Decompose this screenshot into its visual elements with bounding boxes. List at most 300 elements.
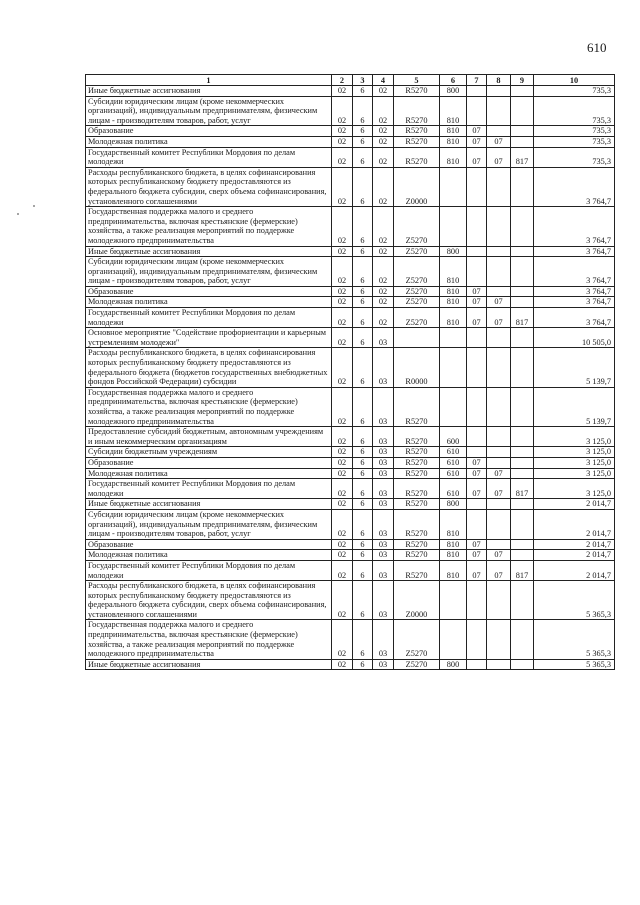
program-code-cell: 6 (353, 427, 373, 447)
item-name-cell: Государственная поддержка малого и среднего предпринимательства, включая крестьянские (фермерские) хозяйства, а также реализация мероприятий по поддержке молодежного предпринимательства (86, 387, 332, 426)
section-code-cell: 02 (332, 136, 353, 147)
section-code-cell: 02 (332, 286, 353, 297)
table-row (86, 659, 615, 670)
subprogram-code-cell: 02 (373, 286, 394, 297)
table-row (86, 207, 615, 246)
target-article-cell: R5270 (394, 387, 440, 426)
item-name-cell: Субсидии юридическим лицам (кроме некоммерческих организаций), индивидуальным предпринимателям, физическим лицам - производителям товаров, работ, услуг (86, 509, 332, 539)
section-code-cell: 02 (332, 387, 353, 426)
subdivision-cell: 07 (487, 560, 511, 580)
item-name-cell: Молодежная политика (86, 468, 332, 479)
amount-cell: 2 014,7 (534, 509, 615, 539)
expense-type-cell: 800 (440, 86, 467, 97)
table-body (86, 86, 615, 670)
subdivision-cell (487, 246, 511, 257)
table-row (86, 447, 615, 458)
expense-type-cell: 810 (440, 308, 467, 328)
item-name-cell: Иные бюджетные ассигнования (86, 659, 332, 670)
subprogram-code-cell: 03 (373, 560, 394, 580)
section-code-cell: 02 (332, 468, 353, 479)
table-row (86, 246, 615, 257)
program-code-cell: 6 (353, 126, 373, 137)
ministry-code-cell (511, 539, 534, 550)
target-article-cell: R5270 (394, 539, 440, 550)
ministry-code-cell (511, 427, 534, 447)
subdivision-cell: 07 (487, 479, 511, 499)
target-article-cell: R0000 (394, 348, 440, 387)
amount-cell: 10 505,0 (534, 328, 615, 348)
table-row (86, 509, 615, 539)
expense-type-cell (440, 328, 467, 348)
amount-cell: 3 125,0 (534, 457, 615, 468)
table-row (86, 126, 615, 137)
target-article-cell: R5270 (394, 499, 440, 510)
subdivision-cell (487, 96, 511, 126)
amount-cell: 735,3 (534, 86, 615, 97)
program-code-cell: 6 (353, 86, 373, 97)
expense-type-cell: 600 (440, 427, 467, 447)
table-row (86, 468, 615, 479)
subdivision-cell: 07 (487, 297, 511, 308)
subdivision-cell (487, 86, 511, 97)
ministry-code-cell: 817 (511, 560, 534, 580)
division-cell (467, 328, 487, 348)
ministry-code-cell (511, 297, 534, 308)
subprogram-code-cell: 02 (373, 257, 394, 287)
ministry-code-cell (511, 581, 534, 620)
amount-cell: 3 764,7 (534, 286, 615, 297)
expense-type-cell (440, 581, 467, 620)
table-row (86, 297, 615, 308)
item-name-cell: Образование (86, 539, 332, 550)
program-code-cell: 6 (353, 620, 373, 659)
table-row (86, 257, 615, 287)
target-article-cell: Z5270 (394, 286, 440, 297)
program-code-cell: 6 (353, 447, 373, 458)
expense-type-cell: 610 (440, 447, 467, 458)
target-article-cell: Z5270 (394, 620, 440, 659)
division-cell (467, 620, 487, 659)
section-code-cell: 02 (332, 257, 353, 287)
table-row (86, 136, 615, 147)
division-cell (467, 447, 487, 458)
division-cell: 07 (467, 560, 487, 580)
ministry-code-cell (511, 620, 534, 659)
expense-type-cell: 810 (440, 297, 467, 308)
division-cell (467, 509, 487, 539)
section-code-cell: 02 (332, 348, 353, 387)
table-row (86, 167, 615, 206)
table-row (86, 348, 615, 387)
subprogram-code-cell: 02 (373, 136, 394, 147)
division-cell: 07 (467, 539, 487, 550)
section-code-cell: 02 (332, 308, 353, 328)
item-name-cell: Субсидии юридическим лицам (кроме некоммерческих организаций), индивидуальным предпринимателям, физическим лицам - производителям товаров, работ, услуг (86, 257, 332, 287)
section-code-cell: 02 (332, 550, 353, 561)
section-code-cell: 02 (332, 427, 353, 447)
division-cell (467, 581, 487, 620)
ministry-code-cell (511, 499, 534, 510)
section-code-cell: 02 (332, 246, 353, 257)
item-name-cell: Предоставление субсидий бюджетным, автономным учреждениям и иным некоммерческим организациям (86, 427, 332, 447)
program-code-cell: 6 (353, 581, 373, 620)
target-article-cell: R5270 (394, 509, 440, 539)
subdivision-cell (487, 659, 511, 670)
program-code-cell: 6 (353, 136, 373, 147)
subprogram-code-cell: 03 (373, 328, 394, 348)
subprogram-code-cell: 02 (373, 167, 394, 206)
expense-type-cell: 810 (440, 257, 467, 287)
program-code-cell: 6 (353, 308, 373, 328)
target-article-cell: R5270 (394, 550, 440, 561)
subprogram-code-cell: 02 (373, 96, 394, 126)
item-name-cell: Государственный комитет Республики Мордовия по делам молодежи (86, 147, 332, 167)
subdivision-cell (487, 387, 511, 426)
ministry-code-cell: 817 (511, 308, 534, 328)
program-code-cell: 6 (353, 297, 373, 308)
division-cell (467, 86, 487, 97)
expense-type-cell: 810 (440, 147, 467, 167)
table-row (86, 539, 615, 550)
item-name-cell: Государственный комитет Республики Мордовия по делам молодежи (86, 479, 332, 499)
amount-cell: 3 764,7 (534, 308, 615, 328)
subdivision-cell: 07 (487, 468, 511, 479)
section-code-cell: 02 (332, 479, 353, 499)
amount-cell: 735,3 (534, 96, 615, 126)
ministry-code-cell (511, 96, 534, 126)
subdivision-cell (487, 126, 511, 137)
column-number-row (86, 75, 615, 86)
section-code-cell: 02 (332, 457, 353, 468)
item-name-cell: Молодежная политика (86, 550, 332, 561)
section-code-cell: 02 (332, 509, 353, 539)
table-row (86, 620, 615, 659)
table-row (86, 457, 615, 468)
ministry-code-cell (511, 167, 534, 206)
subprogram-code-cell: 02 (373, 147, 394, 167)
division-cell: 07 (467, 550, 487, 561)
amount-cell: 5 139,7 (534, 387, 615, 426)
amount-cell: 2 014,7 (534, 499, 615, 510)
ministry-code-cell (511, 328, 534, 348)
subprogram-code-cell: 03 (373, 427, 394, 447)
column-header: 2 (332, 75, 353, 86)
subprogram-code-cell: 03 (373, 659, 394, 670)
item-name-cell: Расходы республиканского бюджета, в целях софинансирования которых республиканскому бюджету предоставляются из федерального бюджета субсидии, сверх объема софинансирования, установленного соглашениями (86, 167, 332, 206)
target-article-cell: Z5270 (394, 207, 440, 246)
target-article-cell: R5270 (394, 479, 440, 499)
item-name-cell: Образование (86, 126, 332, 137)
item-name-cell: Молодежная политика (86, 136, 332, 147)
item-name-cell: Молодежная политика (86, 297, 332, 308)
table-row (86, 550, 615, 561)
table-row (86, 147, 615, 167)
subprogram-code-cell: 03 (373, 581, 394, 620)
subdivision-cell (487, 257, 511, 287)
scan-speck (33, 205, 35, 207)
amount-cell: 2 014,7 (534, 539, 615, 550)
program-code-cell: 6 (353, 468, 373, 479)
subdivision-cell (487, 539, 511, 550)
scan-speck (17, 213, 19, 215)
ministry-code-cell (511, 509, 534, 539)
target-article-cell: Z0000 (394, 581, 440, 620)
item-name-cell: Иные бюджетные ассигнования (86, 246, 332, 257)
program-code-cell: 6 (353, 499, 373, 510)
item-name-cell: Основное мероприятие "Содействие профориентации и карьерным устремлениям молодежи" (86, 328, 332, 348)
division-cell (467, 427, 487, 447)
ministry-code-cell (511, 126, 534, 137)
item-name-cell: Расходы республиканского бюджета, в целях софинансирования которых республиканскому бюджету предоставляются из федерального бюджета субсидии, сверх объема софинансирования, установленного соглашениями (86, 581, 332, 620)
subdivision-cell (487, 286, 511, 297)
section-code-cell: 02 (332, 620, 353, 659)
subdivision-cell (487, 581, 511, 620)
program-code-cell: 6 (353, 550, 373, 561)
ministry-code-cell (511, 457, 534, 468)
expense-type-cell (440, 387, 467, 426)
program-code-cell: 6 (353, 457, 373, 468)
division-cell (467, 207, 487, 246)
amount-cell: 5 365,3 (534, 620, 615, 659)
item-name-cell: Государственный комитет Республики Мордовия по делам молодежи (86, 308, 332, 328)
ministry-code-cell (511, 257, 534, 287)
table-row (86, 96, 615, 126)
section-code-cell: 02 (332, 447, 353, 458)
division-cell: 07 (467, 147, 487, 167)
subprogram-code-cell: 03 (373, 509, 394, 539)
item-name-cell: Субсидии бюджетным учреждениям (86, 447, 332, 458)
program-code-cell: 6 (353, 286, 373, 297)
division-cell: 07 (467, 297, 487, 308)
expense-type-cell: 810 (440, 560, 467, 580)
program-code-cell: 6 (353, 539, 373, 550)
division-cell (467, 387, 487, 426)
amount-cell: 3 764,7 (534, 297, 615, 308)
target-article-cell: R5270 (394, 468, 440, 479)
column-header: 5 (394, 75, 440, 86)
target-article-cell: Z5270 (394, 246, 440, 257)
amount-cell: 735,3 (534, 126, 615, 137)
subprogram-code-cell: 03 (373, 550, 394, 561)
section-code-cell: 02 (332, 499, 353, 510)
target-article-cell: R5270 (394, 96, 440, 126)
subprogram-code-cell: 02 (373, 207, 394, 246)
item-name-cell: Образование (86, 286, 332, 297)
subdivision-cell (487, 509, 511, 539)
ministry-code-cell (511, 550, 534, 561)
amount-cell: 3 125,0 (534, 447, 615, 458)
column-header: 3 (353, 75, 373, 86)
program-code-cell: 6 (353, 246, 373, 257)
table-row (86, 560, 615, 580)
expense-type-cell: 800 (440, 499, 467, 510)
expense-type-cell: 810 (440, 136, 467, 147)
division-cell (467, 257, 487, 287)
table-row (86, 581, 615, 620)
program-code-cell: 6 (353, 387, 373, 426)
expense-type-cell (440, 167, 467, 206)
subprogram-code-cell: 03 (373, 457, 394, 468)
page-number: 610 (587, 40, 607, 55)
expense-type-cell: 800 (440, 659, 467, 670)
subdivision-cell (487, 499, 511, 510)
division-cell (467, 246, 487, 257)
subprogram-code-cell: 03 (373, 387, 394, 426)
section-code-cell: 02 (332, 126, 353, 137)
ministry-code-cell (511, 86, 534, 97)
amount-cell: 3 764,7 (534, 207, 615, 246)
amount-cell: 2 014,7 (534, 550, 615, 561)
program-code-cell: 6 (353, 479, 373, 499)
expense-type-cell (440, 207, 467, 246)
section-code-cell: 02 (332, 207, 353, 246)
expense-type-cell: 810 (440, 126, 467, 137)
program-code-cell: 6 (353, 509, 373, 539)
section-code-cell: 02 (332, 96, 353, 126)
subdivision-cell (487, 457, 511, 468)
program-code-cell: 6 (353, 167, 373, 206)
ministry-code-cell (511, 136, 534, 147)
target-article-cell (394, 328, 440, 348)
subprogram-code-cell: 03 (373, 499, 394, 510)
division-cell (467, 659, 487, 670)
target-article-cell: R5270 (394, 126, 440, 137)
subdivision-cell (487, 328, 511, 348)
subprogram-code-cell: 03 (373, 447, 394, 458)
subdivision-cell (487, 167, 511, 206)
table-row (86, 308, 615, 328)
amount-cell: 3 764,7 (534, 246, 615, 257)
amount-cell: 2 014,7 (534, 560, 615, 580)
division-cell: 07 (467, 468, 487, 479)
ministry-code-cell: 817 (511, 147, 534, 167)
amount-cell: 3 125,0 (534, 427, 615, 447)
column-header: 7 (467, 75, 487, 86)
amount-cell: 3 125,0 (534, 479, 615, 499)
subprogram-code-cell: 02 (373, 297, 394, 308)
target-article-cell: R5270 (394, 147, 440, 167)
subdivision-cell: 07 (487, 147, 511, 167)
amount-cell: 735,3 (534, 136, 615, 147)
ministry-code-cell (511, 207, 534, 246)
division-cell: 07 (467, 126, 487, 137)
item-name-cell: Образование (86, 457, 332, 468)
ministry-code-cell (511, 286, 534, 297)
expense-type-cell: 810 (440, 96, 467, 126)
subdivision-cell (487, 620, 511, 659)
column-header: 9 (511, 75, 534, 86)
amount-cell: 5 139,7 (534, 348, 615, 387)
table-row (86, 286, 615, 297)
division-cell (467, 96, 487, 126)
item-name-cell: Расходы республиканского бюджета, в целях софинансирования которых республиканскому бюджету предоставляются из федерального бюджета (бюджетов государственных внебюджетных фондов Российской Федерации) субсидии (86, 348, 332, 387)
target-article-cell: R5270 (394, 457, 440, 468)
section-code-cell: 02 (332, 147, 353, 167)
subprogram-code-cell: 03 (373, 539, 394, 550)
subdivision-cell: 07 (487, 550, 511, 561)
column-header: 4 (373, 75, 394, 86)
subprogram-code-cell: 03 (373, 620, 394, 659)
table-row (86, 499, 615, 510)
target-article-cell: Z5270 (394, 297, 440, 308)
ministry-code-cell (511, 659, 534, 670)
division-cell: 07 (467, 308, 487, 328)
column-header: 10 (534, 75, 615, 86)
column-header: 8 (487, 75, 511, 86)
subdivision-cell (487, 447, 511, 458)
amount-cell: 3 764,7 (534, 257, 615, 287)
amount-cell: 5 365,3 (534, 659, 615, 670)
subprogram-code-cell: 03 (373, 479, 394, 499)
subprogram-code-cell: 02 (373, 246, 394, 257)
ministry-code-cell: 817 (511, 479, 534, 499)
item-name-cell: Иные бюджетные ассигнования (86, 499, 332, 510)
target-article-cell: R5270 (394, 560, 440, 580)
ministry-code-cell (511, 447, 534, 458)
column-header: 6 (440, 75, 467, 86)
expense-type-cell: 810 (440, 550, 467, 561)
division-cell (467, 348, 487, 387)
program-code-cell: 6 (353, 659, 373, 670)
item-name-cell: Субсидии юридическим лицам (кроме некоммерческих организаций), индивидуальным предпринимателям, физическим лицам - производителям товаров, работ, услуг (86, 96, 332, 126)
subprogram-code-cell: 03 (373, 468, 394, 479)
target-article-cell: Z5270 (394, 308, 440, 328)
ministry-code-cell (511, 246, 534, 257)
section-code-cell: 02 (332, 167, 353, 206)
expense-type-cell (440, 348, 467, 387)
section-code-cell: 02 (332, 297, 353, 308)
item-name-cell: Иные бюджетные ассигнования (86, 86, 332, 97)
division-cell (467, 499, 487, 510)
table-row (86, 328, 615, 348)
subprogram-code-cell: 03 (373, 348, 394, 387)
item-name-cell: Государственная поддержка малого и среднего предпринимательства, включая крестьянские (фермерские) хозяйства, а также реализация мероприятий по поддержке молодежного предпринимательства (86, 207, 332, 246)
expense-type-cell: 810 (440, 509, 467, 539)
target-article-cell: R5270 (394, 427, 440, 447)
expense-type-cell: 800 (440, 246, 467, 257)
section-code-cell: 02 (332, 581, 353, 620)
subdivision-cell (487, 348, 511, 387)
target-article-cell: R5270 (394, 86, 440, 97)
expense-type-cell: 810 (440, 286, 467, 297)
subprogram-code-cell: 02 (373, 86, 394, 97)
program-code-cell: 6 (353, 328, 373, 348)
section-code-cell: 02 (332, 539, 353, 550)
expense-type-cell: 610 (440, 457, 467, 468)
section-code-cell: 02 (332, 328, 353, 348)
expense-type-cell (440, 620, 467, 659)
column-header: 1 (86, 75, 332, 86)
amount-cell: 735,3 (534, 147, 615, 167)
division-cell: 07 (467, 136, 487, 147)
target-article-cell: Z0000 (394, 167, 440, 206)
subdivision-cell (487, 207, 511, 246)
program-code-cell: 6 (353, 96, 373, 126)
subdivision-cell (487, 427, 511, 447)
program-code-cell: 6 (353, 257, 373, 287)
division-cell: 07 (467, 286, 487, 297)
amount-cell: 3 764,7 (534, 167, 615, 206)
program-code-cell: 6 (353, 348, 373, 387)
division-cell: 07 (467, 479, 487, 499)
target-article-cell: R5270 (394, 136, 440, 147)
section-code-cell: 02 (332, 560, 353, 580)
item-name-cell: Государственная поддержка малого и среднего предпринимательства, включая крестьянские (фермерские) хозяйства, а также реализация мероприятий по поддержке молодежного предпринимательства (86, 620, 332, 659)
table-row (86, 427, 615, 447)
table-row (86, 86, 615, 97)
section-code-cell: 02 (332, 659, 353, 670)
division-cell (467, 167, 487, 206)
